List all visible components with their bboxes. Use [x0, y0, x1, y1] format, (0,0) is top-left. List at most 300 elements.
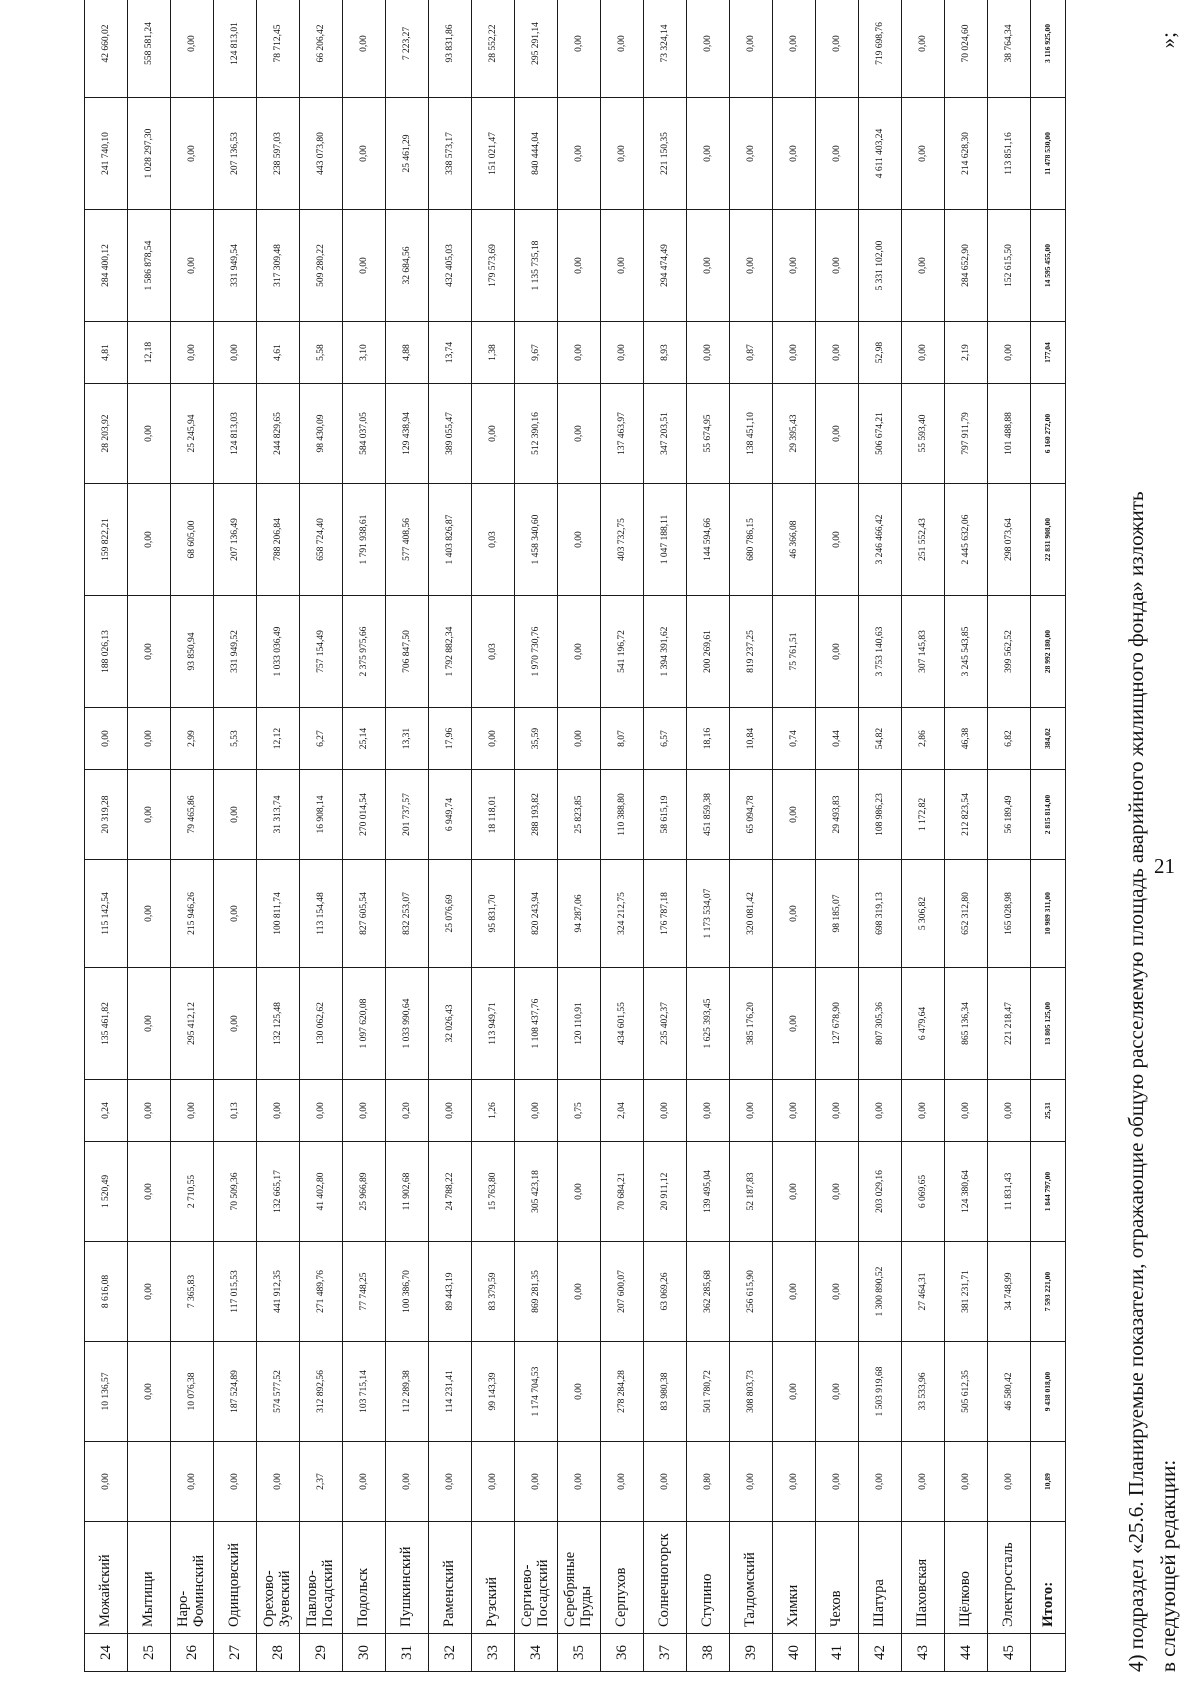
value-cell: 25,31: [1031, 1080, 1066, 1142]
closing-quote-mark: »;: [1156, 32, 1180, 49]
table-row: [859, 0, 902, 1672]
value-cell: 0,00: [687, 98, 730, 210]
value-cell: 52 187,83: [730, 1142, 773, 1242]
value-cell: 93 850,94: [171, 596, 214, 708]
value-cell: 5 331 102,00: [859, 210, 902, 322]
value-cell: 0,00: [558, 1442, 601, 1522]
value-cell: 284 400,12: [85, 210, 128, 322]
value-cell: 0,00: [343, 210, 386, 322]
value-cell: 9 438 018,00: [1031, 1342, 1066, 1442]
caption-line-1: 4) подраздел «25.6. Планируемые показатели, отражающие общую расселяемую площадь аварийного жилищного фонда» изложить: [1124, 491, 1148, 1672]
value-cell: 0,03: [472, 484, 515, 596]
municipality-name-cell: Рузский: [472, 1522, 515, 1634]
value-cell: 0,00: [558, 708, 601, 770]
value-cell: 0,00: [343, 1442, 386, 1522]
value-cell: 144 594,66: [687, 484, 730, 596]
value-cell: 4,81: [85, 322, 128, 384]
value-cell: 0,00: [171, 0, 214, 98]
value-cell: 0,00: [902, 322, 945, 384]
value-cell: 0,00: [687, 0, 730, 98]
table-row: [902, 0, 945, 1672]
value-cell: 2 815 814,00: [1031, 770, 1066, 860]
value-cell: 6,82: [988, 708, 1031, 770]
table-row: [257, 0, 300, 1672]
value-cell: 10,84: [730, 708, 773, 770]
value-cell: 0,00: [730, 1442, 773, 1522]
value-cell: 271 489,76: [300, 1242, 343, 1342]
value-cell: 1 503 919,68: [859, 1342, 902, 1442]
value-cell: 132 665,17: [257, 1142, 300, 1242]
value-cell: 1 033 990,64: [386, 968, 429, 1080]
value-cell: 63 069,26: [644, 1242, 687, 1342]
value-cell: 1 108 437,76: [515, 968, 558, 1080]
value-cell: 0,20: [386, 1080, 429, 1142]
value-cell: 0,00: [816, 596, 859, 708]
caption-line-2: в следующей редакции: »;: [1152, 32, 1184, 1672]
value-cell: 0,00: [601, 210, 644, 322]
row-number-cell: 37: [644, 1634, 687, 1672]
value-cell: 324 212,75: [601, 860, 644, 968]
value-cell: 0,00: [816, 1080, 859, 1142]
table-row: [773, 0, 816, 1672]
value-cell: 0,00: [773, 770, 816, 860]
row-number-cell: 40: [773, 1634, 816, 1672]
value-cell: 0,80: [687, 1442, 730, 1522]
value-cell: 1 403 826,87: [429, 484, 472, 596]
value-cell: 2,04: [601, 1080, 644, 1142]
value-cell: 10,89: [1031, 1442, 1066, 1522]
value-cell: 221 150,35: [644, 98, 687, 210]
value-cell: 389 055,47: [429, 384, 472, 484]
value-cell: 788 206,84: [257, 484, 300, 596]
municipality-name-cell: Талдомский: [730, 1522, 773, 1634]
value-cell: 113 851,16: [988, 98, 1031, 210]
value-cell: 451 859,38: [687, 770, 730, 860]
value-cell: 0,00: [773, 1142, 816, 1242]
municipality-name-cell: Наро-Фоминский: [171, 1522, 214, 1634]
value-cell: 0,00: [128, 708, 171, 770]
row-number-cell: 36: [601, 1634, 644, 1672]
value-cell: 28 992 180,00: [1031, 596, 1066, 708]
value-cell: 28 552,22: [472, 0, 515, 98]
value-cell: 1 586 878,54: [128, 210, 171, 322]
value-cell: 215 946,26: [171, 860, 214, 968]
row-number-cell: 28: [257, 1634, 300, 1672]
value-cell: 25 245,94: [171, 384, 214, 484]
value-cell: 8 616,08: [85, 1242, 128, 1342]
value-cell: 6,57: [644, 708, 687, 770]
value-cell: 13 805 125,00: [1031, 968, 1066, 1080]
municipality-name-cell: Можайский: [85, 1522, 128, 1634]
value-cell: 25 823,85: [558, 770, 601, 860]
value-cell: 0,00: [902, 210, 945, 322]
row-number-cell: 45: [988, 1634, 1031, 1672]
value-cell: 1 625 393,45: [687, 968, 730, 1080]
value-cell: 27 464,31: [902, 1242, 945, 1342]
table-row: [214, 0, 257, 1672]
value-cell: 6,27: [300, 708, 343, 770]
value-cell: 558 581,24: [128, 0, 171, 98]
value-cell: 305 423,18: [515, 1142, 558, 1242]
value-cell: 159 822,21: [85, 484, 128, 596]
value-cell: 2,37: [300, 1442, 343, 1522]
value-cell: 505 612,35: [945, 1342, 988, 1442]
value-cell: 0,00: [816, 0, 859, 98]
value-cell: 574 577,52: [257, 1342, 300, 1442]
value-cell: 0,00: [773, 1242, 816, 1342]
value-cell: 288 193,82: [515, 770, 558, 860]
value-cell: 0,00: [128, 596, 171, 708]
value-cell: 0,00: [859, 1442, 902, 1522]
value-cell: 0,00: [902, 98, 945, 210]
table-row: [300, 0, 343, 1672]
table-row: [128, 0, 171, 1672]
row-number-cell: 38: [687, 1634, 730, 1672]
value-cell: 1 033 036,49: [257, 596, 300, 708]
table-row: [601, 0, 644, 1672]
municipality-name-cell: Шатура: [859, 1522, 902, 1634]
municipality-name-cell: Щёлково: [945, 1522, 988, 1634]
value-cell: 0,00: [300, 1080, 343, 1142]
value-cell: 0,00: [773, 1080, 816, 1142]
value-cell: 0,00: [558, 98, 601, 210]
value-cell: 317 309,48: [257, 210, 300, 322]
value-cell: 120 110,91: [558, 968, 601, 1080]
value-cell: 347 203,51: [644, 384, 687, 484]
table-row: [386, 0, 429, 1672]
value-cell: 0,00: [214, 770, 257, 860]
value-cell: 0,00: [472, 1442, 515, 1522]
value-cell: 2 445 632,06: [945, 484, 988, 596]
value-cell: 0,00: [902, 1442, 945, 1522]
value-cell: 11 831,43: [988, 1142, 1031, 1242]
value-cell: 13,74: [429, 322, 472, 384]
value-cell: 0,00: [773, 322, 816, 384]
value-cell: 152 615,50: [988, 210, 1031, 322]
value-cell: 56 189,49: [988, 770, 1031, 860]
value-cell: 1 135 735,18: [515, 210, 558, 322]
municipality-name-cell: Чехов: [816, 1522, 859, 1634]
value-cell: 6 949,74: [429, 770, 472, 860]
table-row: [515, 0, 558, 1672]
value-cell: 165 028,98: [988, 860, 1031, 968]
value-cell: 129 438,94: [386, 384, 429, 484]
value-cell: 0,00: [515, 1080, 558, 1142]
value-cell: 0,00: [687, 210, 730, 322]
value-cell: 101 488,88: [988, 384, 1031, 484]
value-cell: 0,00: [128, 1242, 171, 1342]
value-cell: 0,00: [214, 322, 257, 384]
value-cell: 18 118,01: [472, 770, 515, 860]
value-cell: 0,00: [558, 384, 601, 484]
municipality-name-cell: Орехово-Зуевский: [257, 1522, 300, 1634]
value-cell: 7 365,83: [171, 1242, 214, 1342]
value-cell: 11 902,68: [386, 1142, 429, 1242]
value-cell: 0,00: [343, 0, 386, 98]
municipality-name-cell: Электросталь: [988, 1522, 1031, 1634]
value-cell: 0,00: [902, 1080, 945, 1142]
value-cell: 501 780,72: [687, 1342, 730, 1442]
value-cell: 584 037,05: [343, 384, 386, 484]
municipality-name-cell: Павлово-Посадский: [300, 1522, 343, 1634]
value-cell: 0,00: [85, 708, 128, 770]
value-cell: 9,67: [515, 322, 558, 384]
value-cell: 70 024,60: [945, 0, 988, 98]
table-row: [988, 0, 1031, 1672]
value-cell: 0,00: [773, 0, 816, 98]
table-row: [945, 0, 988, 1672]
value-cell: 32 684,56: [386, 210, 429, 322]
value-cell: 79 465,86: [171, 770, 214, 860]
value-cell: 114 231,41: [429, 1342, 472, 1442]
value-cell: 0,00: [816, 210, 859, 322]
value-cell: 221 218,47: [988, 968, 1031, 1080]
value-cell: 98 430,09: [300, 384, 343, 484]
data-table: [84, 0, 1066, 1672]
municipality-name-cell: Одинцовский: [214, 1522, 257, 1634]
value-cell: 13,31: [386, 708, 429, 770]
row-number-cell: 42: [859, 1634, 902, 1672]
table-row: [343, 0, 386, 1672]
value-cell: 0,00: [601, 322, 644, 384]
table-row: [644, 0, 687, 1672]
value-cell: 840 444,04: [515, 98, 558, 210]
value-cell: 1 792 882,34: [429, 596, 472, 708]
value-cell: 132 125,48: [257, 968, 300, 1080]
value-cell: 757 154,49: [300, 596, 343, 708]
value-cell: 31 313,74: [257, 770, 300, 860]
value-cell: 541 196,72: [601, 596, 644, 708]
value-cell: 6 160 272,00: [1031, 384, 1066, 484]
municipality-name-cell: Итого:: [1031, 1522, 1066, 1634]
value-cell: 0,87: [730, 322, 773, 384]
value-cell: 8,07: [601, 708, 644, 770]
value-cell: 0,00: [558, 1242, 601, 1342]
value-cell: 137 463,97: [601, 384, 644, 484]
value-cell: 0,00: [601, 0, 644, 98]
value-cell: 241 740,10: [85, 98, 128, 210]
value-cell: 35,59: [515, 708, 558, 770]
row-number-cell: 25: [128, 1634, 171, 1672]
value-cell: 506 674,21: [859, 384, 902, 484]
value-cell: 0,00: [171, 98, 214, 210]
value-cell: 2,86: [902, 708, 945, 770]
value-cell: 0,00: [816, 384, 859, 484]
row-number-cell: 41: [816, 1634, 859, 1672]
row-number-cell: 26: [171, 1634, 214, 1672]
municipality-name-cell: Сергиево-Посадский: [515, 1522, 558, 1634]
value-cell: 52,98: [859, 322, 902, 384]
value-cell: 214 628,30: [945, 98, 988, 210]
value-cell: 4,61: [257, 322, 300, 384]
value-cell: 1 047 188,11: [644, 484, 687, 596]
value-cell: 384,02: [1031, 708, 1066, 770]
value-cell: 1 394 391,62: [644, 596, 687, 708]
value-cell: 1 458 340,60: [515, 484, 558, 596]
value-cell: 113 154,48: [300, 860, 343, 968]
value-cell: 110 388,80: [601, 770, 644, 860]
value-cell: 103 715,14: [343, 1342, 386, 1442]
value-cell: 0,24: [85, 1080, 128, 1142]
value-cell: 179 573,69: [472, 210, 515, 322]
value-cell: 77 748,25: [343, 1242, 386, 1342]
value-cell: 70 684,21: [601, 1142, 644, 1242]
table-row: [171, 0, 214, 1672]
value-cell: 188 026,13: [85, 596, 128, 708]
value-cell: 807 305,36: [859, 968, 902, 1080]
value-cell: 331 949,52: [214, 596, 257, 708]
value-cell: 0,00: [558, 0, 601, 98]
value-cell: 256 615,90: [730, 1242, 773, 1342]
value-cell: 15 763,80: [472, 1142, 515, 1242]
value-cell: 441 912,35: [257, 1242, 300, 1342]
value-cell: 0,00: [128, 384, 171, 484]
value-cell: 0,00: [816, 1142, 859, 1242]
value-cell: 10 076,38: [171, 1342, 214, 1442]
value-cell: 176 787,18: [644, 860, 687, 968]
value-cell: 865 136,34: [945, 968, 988, 1080]
table-row: [687, 0, 730, 1672]
value-cell: 0,00: [816, 484, 859, 596]
value-cell: 7 223,27: [386, 0, 429, 98]
value-cell: 16 908,14: [300, 770, 343, 860]
value-cell: 0,00: [945, 1442, 988, 1522]
value-cell: 0,00: [128, 860, 171, 968]
value-cell: 0,00: [558, 596, 601, 708]
value-cell: 41 402,80: [300, 1142, 343, 1242]
value-cell: 235 402,37: [644, 968, 687, 1080]
value-cell: 3 116 925,00: [1031, 0, 1066, 98]
value-cell: 12,18: [128, 322, 171, 384]
value-cell: 75 761,51: [773, 596, 816, 708]
municipality-name-cell: Серебряные Пруды: [558, 1522, 601, 1634]
value-cell: 1 172,82: [902, 770, 945, 860]
value-cell: 331 949,54: [214, 210, 257, 322]
value-cell: 55 593,40: [902, 384, 945, 484]
value-cell: 0,00: [644, 1442, 687, 1522]
value-cell: 298 073,64: [988, 484, 1031, 596]
value-cell: 1 028 297,30: [128, 98, 171, 210]
value-cell: 117 015,53: [214, 1242, 257, 1342]
value-cell: 11 478 530,00: [1031, 98, 1066, 210]
row-number-cell: 43: [902, 1634, 945, 1672]
value-cell: 83 379,59: [472, 1242, 515, 1342]
value-cell: 0,00: [988, 322, 1031, 384]
value-cell: 151 021,47: [472, 98, 515, 210]
value-cell: 432 405,03: [429, 210, 472, 322]
value-cell: 0,00: [859, 1080, 902, 1142]
value-cell: 0,00: [85, 1442, 128, 1522]
row-number-cell: 39: [730, 1634, 773, 1672]
row-number-cell: 44: [945, 1634, 988, 1672]
value-cell: 20 911,12: [644, 1142, 687, 1242]
value-cell: 0,00: [773, 1442, 816, 1522]
row-number-cell: 24: [85, 1634, 128, 1672]
value-cell: 0,00: [687, 322, 730, 384]
value-cell: 1 844 797,00: [1031, 1142, 1066, 1242]
value-cell: 512 390,16: [515, 384, 558, 484]
value-cell: 29 493,83: [816, 770, 859, 860]
value-cell: 139 495,04: [687, 1142, 730, 1242]
value-cell: 577 408,56: [386, 484, 429, 596]
value-cell: 0,75: [558, 1080, 601, 1142]
row-number-cell: 33: [472, 1634, 515, 1672]
value-cell: 0,00: [515, 1442, 558, 1522]
value-cell: 399 562,52: [988, 596, 1031, 708]
value-cell: 0,00: [214, 968, 257, 1080]
value-cell: 0,00: [730, 1080, 773, 1142]
value-cell: 270 014,54: [343, 770, 386, 860]
value-cell: 832 253,07: [386, 860, 429, 968]
value-cell: 0,00: [171, 210, 214, 322]
value-cell: 1 520,49: [85, 1142, 128, 1242]
value-cell: 6 479,64: [902, 968, 945, 1080]
value-cell: 0,00: [257, 1442, 300, 1522]
value-cell: 0,00: [214, 1442, 257, 1522]
value-cell: 0,00: [128, 968, 171, 1080]
value-cell: 0,00: [816, 98, 859, 210]
municipality-name-cell: Солнечногорск: [644, 1522, 687, 1634]
value-cell: 0,00: [773, 98, 816, 210]
row-number-cell: [1031, 1634, 1066, 1672]
value-cell: 0,00: [343, 98, 386, 210]
value-cell: 509 280,22: [300, 210, 343, 322]
value-cell: 115 142,54: [85, 860, 128, 968]
value-cell: 0,44: [816, 708, 859, 770]
value-cell: 294 474,49: [644, 210, 687, 322]
value-cell: 2,19: [945, 322, 988, 384]
value-cell: 0,00: [988, 1442, 1031, 1522]
value-cell: 10 136,57: [85, 1342, 128, 1442]
row-number-cell: 27: [214, 1634, 257, 1672]
value-cell: 108 986,23: [859, 770, 902, 860]
value-cell: 33 533,96: [902, 1342, 945, 1442]
row-number-cell: 35: [558, 1634, 601, 1672]
value-cell: 706 847,50: [386, 596, 429, 708]
value-cell: 0,00: [687, 1080, 730, 1142]
value-cell: 94 287,06: [558, 860, 601, 968]
value-cell: 362 285,68: [687, 1242, 730, 1342]
value-cell: 100 386,70: [386, 1242, 429, 1342]
value-cell: 54,82: [859, 708, 902, 770]
value-cell: 0,00: [730, 210, 773, 322]
value-cell: 12,12: [257, 708, 300, 770]
value-cell: 0,74: [773, 708, 816, 770]
value-cell: 2,99: [171, 708, 214, 770]
value-cell: 138 451,10: [730, 384, 773, 484]
value-cell: 0,00: [773, 968, 816, 1080]
value-cell: 200 269,61: [687, 596, 730, 708]
value-cell: 658 724,40: [300, 484, 343, 596]
value-cell: 124 380,64: [945, 1142, 988, 1242]
value-cell: 0,00: [773, 210, 816, 322]
value-cell: 1,26: [472, 1080, 515, 1142]
municipality-name-cell: Мытищи: [128, 1522, 171, 1634]
value-cell: 207 136,49: [214, 484, 257, 596]
value-cell: 0,00: [171, 1080, 214, 1142]
value-cell: 207 136,53: [214, 98, 257, 210]
value-cell: 46 366,08: [773, 484, 816, 596]
value-cell: 238 597,03: [257, 98, 300, 210]
value-cell: 251 552,43: [902, 484, 945, 596]
value-cell: 5 306,82: [902, 860, 945, 968]
value-cell: 65 094,78: [730, 770, 773, 860]
table-row: [85, 0, 128, 1672]
value-cell: 0,00: [257, 1080, 300, 1142]
table-body: [85, 0, 1066, 1672]
value-cell: 1 173 534,07: [687, 860, 730, 968]
value-cell: 312 892,56: [300, 1342, 343, 1442]
